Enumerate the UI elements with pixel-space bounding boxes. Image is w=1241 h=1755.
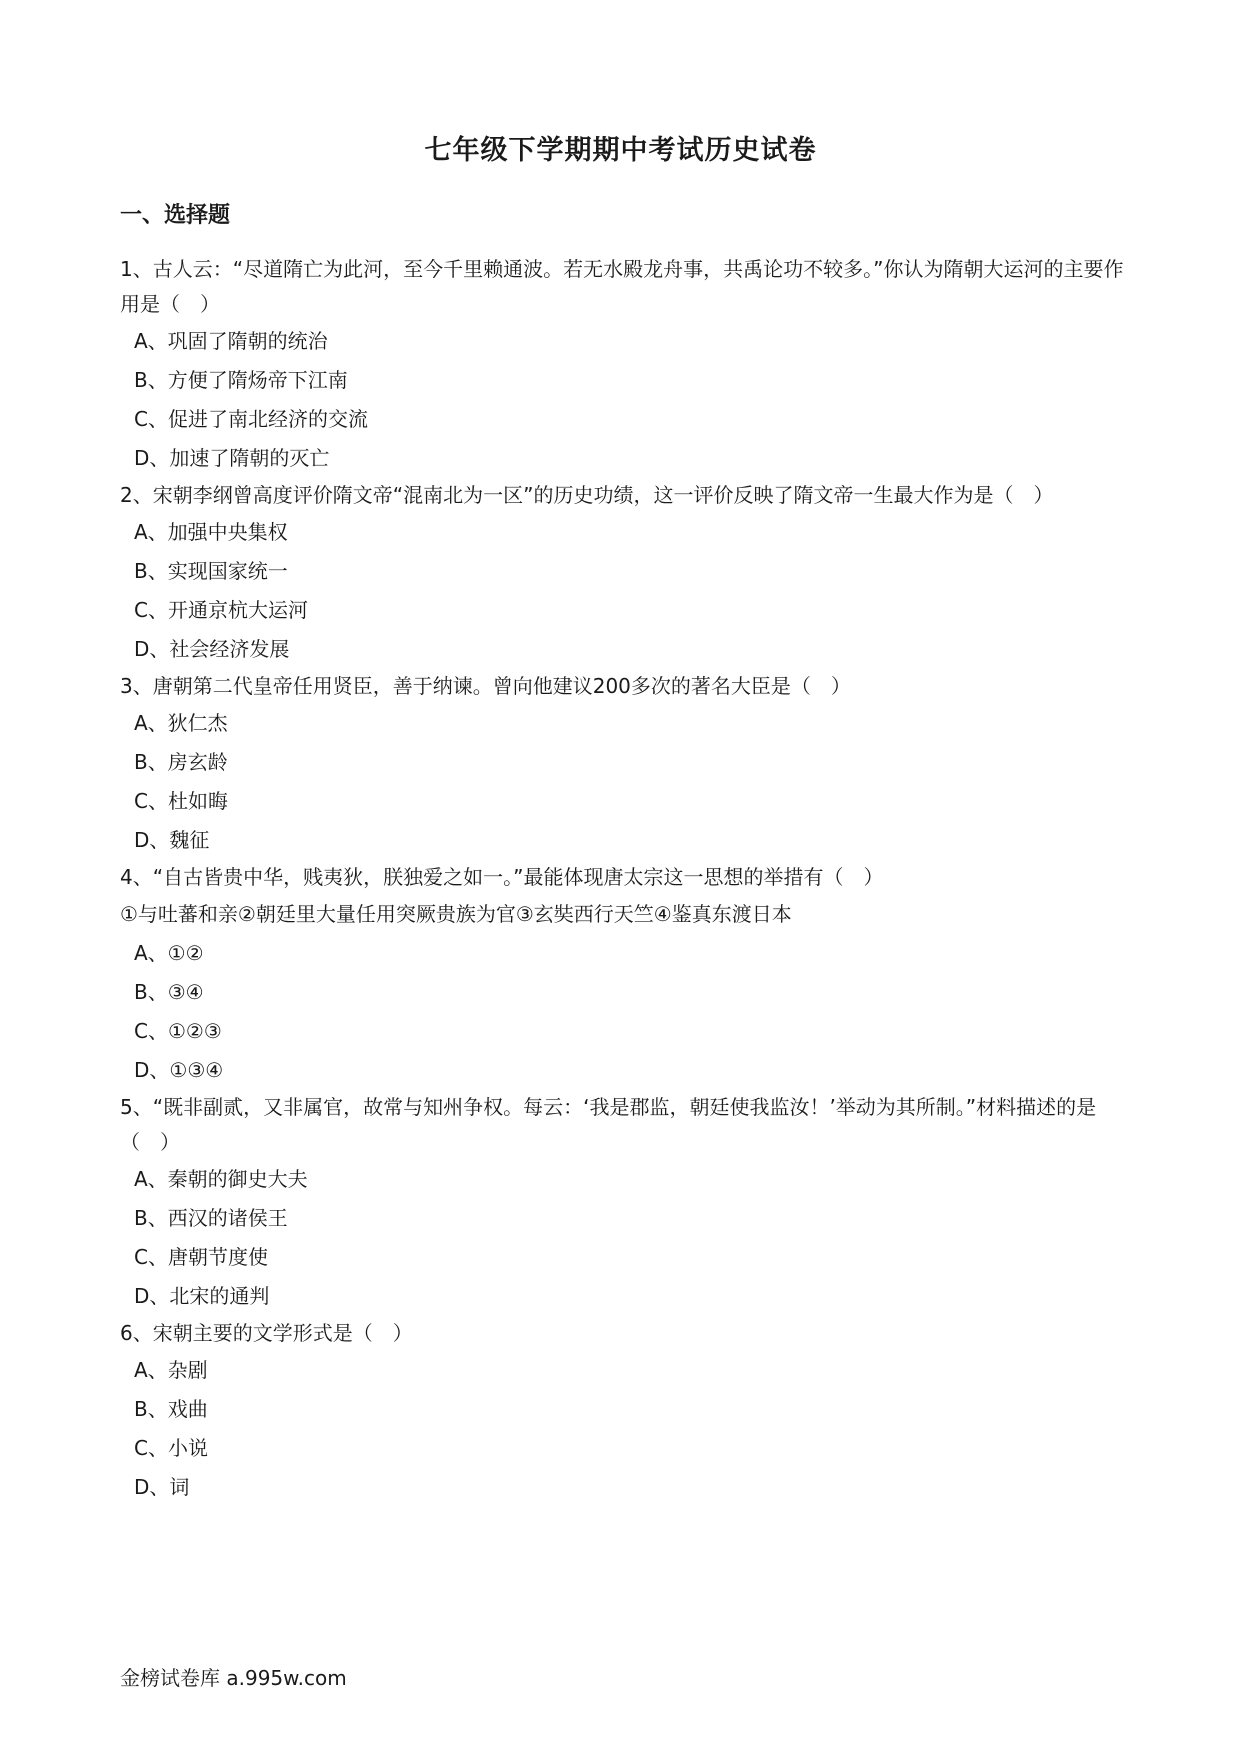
question-6 <box>120 1316 1125 1507</box>
option-b: B、西汉的诸侯王 <box>134 1206 288 1230</box>
section-heading: 一、选择题 <box>120 203 231 228</box>
option-b: B、方便了隋炀帝下江南 <box>134 368 348 392</box>
page-title: 七年级下学期期中考试历史试卷 <box>424 135 817 166</box>
question-4 <box>120 860 1125 1090</box>
question-5 <box>120 1090 1125 1316</box>
option-c: C、杜如晦 <box>134 789 228 813</box>
question-statements: ①与吐蕃和亲②朝廷里大量任用突厥贵族为官③玄奘西行天竺④鉴真东渡日本 <box>120 902 792 926</box>
question-stem: 1、古人云：“尽道隋亡为此河，至今千里赖通波。若无水殿龙舟事，共禹论功不较多。”你认为隋朝大运河的主要作用是（ ） <box>120 257 1124 316</box>
question-list <box>120 252 1125 1507</box>
option-c: C、小说 <box>134 1436 208 1460</box>
option-c: C、开通京杭大运河 <box>134 598 308 622</box>
option-b: B、戏曲 <box>134 1397 208 1421</box>
option-a: A、①② <box>134 941 204 965</box>
option-list <box>120 1351 1125 1507</box>
option-a: A、巩固了隋朝的统治 <box>134 329 328 353</box>
question-3 <box>120 669 1125 860</box>
question-stem: 2、宋朝李纲曾高度评价隋文帝“混南北为一区”的历史功绩，这一评价反映了隋文帝一生最大作为是（ ） <box>120 483 1054 507</box>
option-a: A、杂剧 <box>134 1358 208 1382</box>
option-list <box>120 934 1125 1090</box>
option-c: C、促进了南北经济的交流 <box>134 407 368 431</box>
option-d: D、社会经济发展 <box>134 637 290 661</box>
option-list <box>120 1160 1125 1316</box>
option-d: D、①③④ <box>134 1058 224 1082</box>
question-2 <box>120 478 1125 669</box>
option-d: D、词 <box>134 1475 190 1499</box>
question-1 <box>120 252 1125 478</box>
option-d: D、北宋的通判 <box>134 1284 270 1308</box>
option-d: D、加速了隋朝的灭亡 <box>134 446 330 470</box>
question-stem: 6、宋朝主要的文学形式是（ ） <box>120 1321 413 1345</box>
option-list <box>120 322 1125 478</box>
option-b: B、房玄龄 <box>134 750 228 774</box>
option-list <box>120 704 1125 860</box>
footer-source: 金榜试卷库 a.995w.com <box>120 1666 347 1690</box>
option-b: B、实现国家统一 <box>134 559 288 583</box>
question-stem: 3、唐朝第二代皇帝任用贤臣，善于纳谏。曾向他建议200多次的著名大臣是（ ） <box>120 674 851 698</box>
option-d: D、魏征 <box>134 828 210 852</box>
option-list <box>120 513 1125 669</box>
question-stem: 4、“自古皆贵中华，贱夷狄，朕独爱之如一。”最能体现唐太宗这一思想的举措有（ ） <box>120 865 884 889</box>
option-c: C、唐朝节度使 <box>134 1245 268 1269</box>
option-a: A、加强中央集权 <box>134 520 288 544</box>
option-b: B、③④ <box>134 980 204 1004</box>
option-c: C、①②③ <box>134 1019 222 1043</box>
option-a: A、秦朝的御史大夫 <box>134 1167 308 1191</box>
option-a: A、狄仁杰 <box>134 711 228 735</box>
question-stem: 5、“既非副贰，又非属官，故常与知州争权。每云：‘我是郡监，朝廷使我监汝！’举动为其所制。”材料描述的是（ ） <box>120 1095 1097 1154</box>
